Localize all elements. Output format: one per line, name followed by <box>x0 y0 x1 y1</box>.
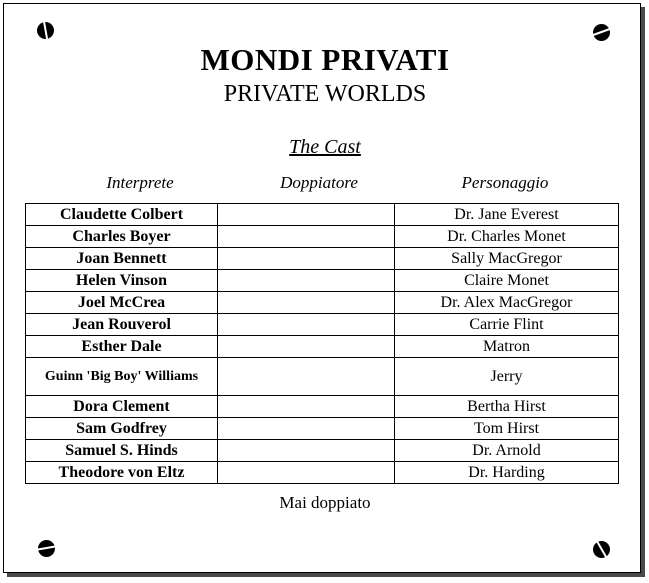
actor-cell: Joel McCrea <box>26 292 218 314</box>
actor-cell: Sam Godfrey <box>26 418 218 440</box>
dubber-cell <box>218 336 395 358</box>
dubber-cell <box>218 204 395 226</box>
dubber-cell <box>218 292 395 314</box>
actor-cell: Samuel S. Hinds <box>26 440 218 462</box>
actor-cell: Charles Boyer <box>26 226 218 248</box>
actor-cell: Claudette Colbert <box>26 204 218 226</box>
dubber-cell <box>218 248 395 270</box>
screw-icon <box>37 22 54 39</box>
character-cell: Carrie Flint <box>395 314 619 336</box>
dubber-cell <box>218 462 395 484</box>
dubber-cell <box>218 226 395 248</box>
character-cell: Sally MacGregor <box>395 248 619 270</box>
column-header-dubber: Doppiatore <box>280 173 358 192</box>
table-row <box>26 396 619 418</box>
dubbing-note: Mai doppiato <box>279 493 371 512</box>
table-row <box>26 314 619 336</box>
actor-cell: Guinn 'Big Boy' Williams <box>26 358 218 396</box>
dubber-cell <box>218 396 395 418</box>
column-header-character: Personaggio <box>461 173 549 192</box>
table-row <box>26 440 619 462</box>
dubber-cell <box>218 440 395 462</box>
dubber-cell <box>218 358 395 396</box>
screw-icon <box>593 24 610 41</box>
actor-cell: Helen Vinson <box>26 270 218 292</box>
character-cell: Matron <box>395 336 619 358</box>
table-row <box>26 226 619 248</box>
character-cell: Dr. Jane Everest <box>395 204 619 226</box>
character-cell: Tom Hirst <box>395 418 619 440</box>
table-row <box>26 336 619 358</box>
table-row <box>26 204 619 226</box>
character-cell: Claire Monet <box>395 270 619 292</box>
dubber-cell <box>218 270 395 292</box>
table-row <box>26 292 619 314</box>
table-row <box>26 248 619 270</box>
plaque <box>3 3 641 573</box>
table-row <box>26 270 619 292</box>
cast-table <box>25 203 619 484</box>
character-cell: Dr. Charles Monet <box>395 226 619 248</box>
actor-cell: Joan Bennett <box>26 248 218 270</box>
character-cell: Dr. Alex MacGregor <box>395 292 619 314</box>
character-cell: Dr. Harding <box>395 462 619 484</box>
dubber-cell <box>218 314 395 336</box>
actor-cell: Jean Rouverol <box>26 314 218 336</box>
character-cell: Bertha Hirst <box>395 396 619 418</box>
cast-heading: The Cast <box>289 136 361 158</box>
table-row <box>26 418 619 440</box>
table-row <box>26 358 619 396</box>
character-cell: Jerry <box>395 358 619 396</box>
actor-cell: Esther Dale <box>26 336 218 358</box>
actor-cell: Dora Clement <box>26 396 218 418</box>
screw-icon <box>38 540 55 557</box>
screw-icon <box>593 541 610 558</box>
column-header-actor: Interprete <box>106 173 174 192</box>
dubber-cell <box>218 418 395 440</box>
table-row <box>26 462 619 484</box>
page-title: MONDI PRIVATI <box>200 42 450 77</box>
character-cell: Dr. Arnold <box>395 440 619 462</box>
actor-cell: Theodore von Eltz <box>26 462 218 484</box>
page-subtitle: PRIVATE WORLDS <box>223 81 427 107</box>
